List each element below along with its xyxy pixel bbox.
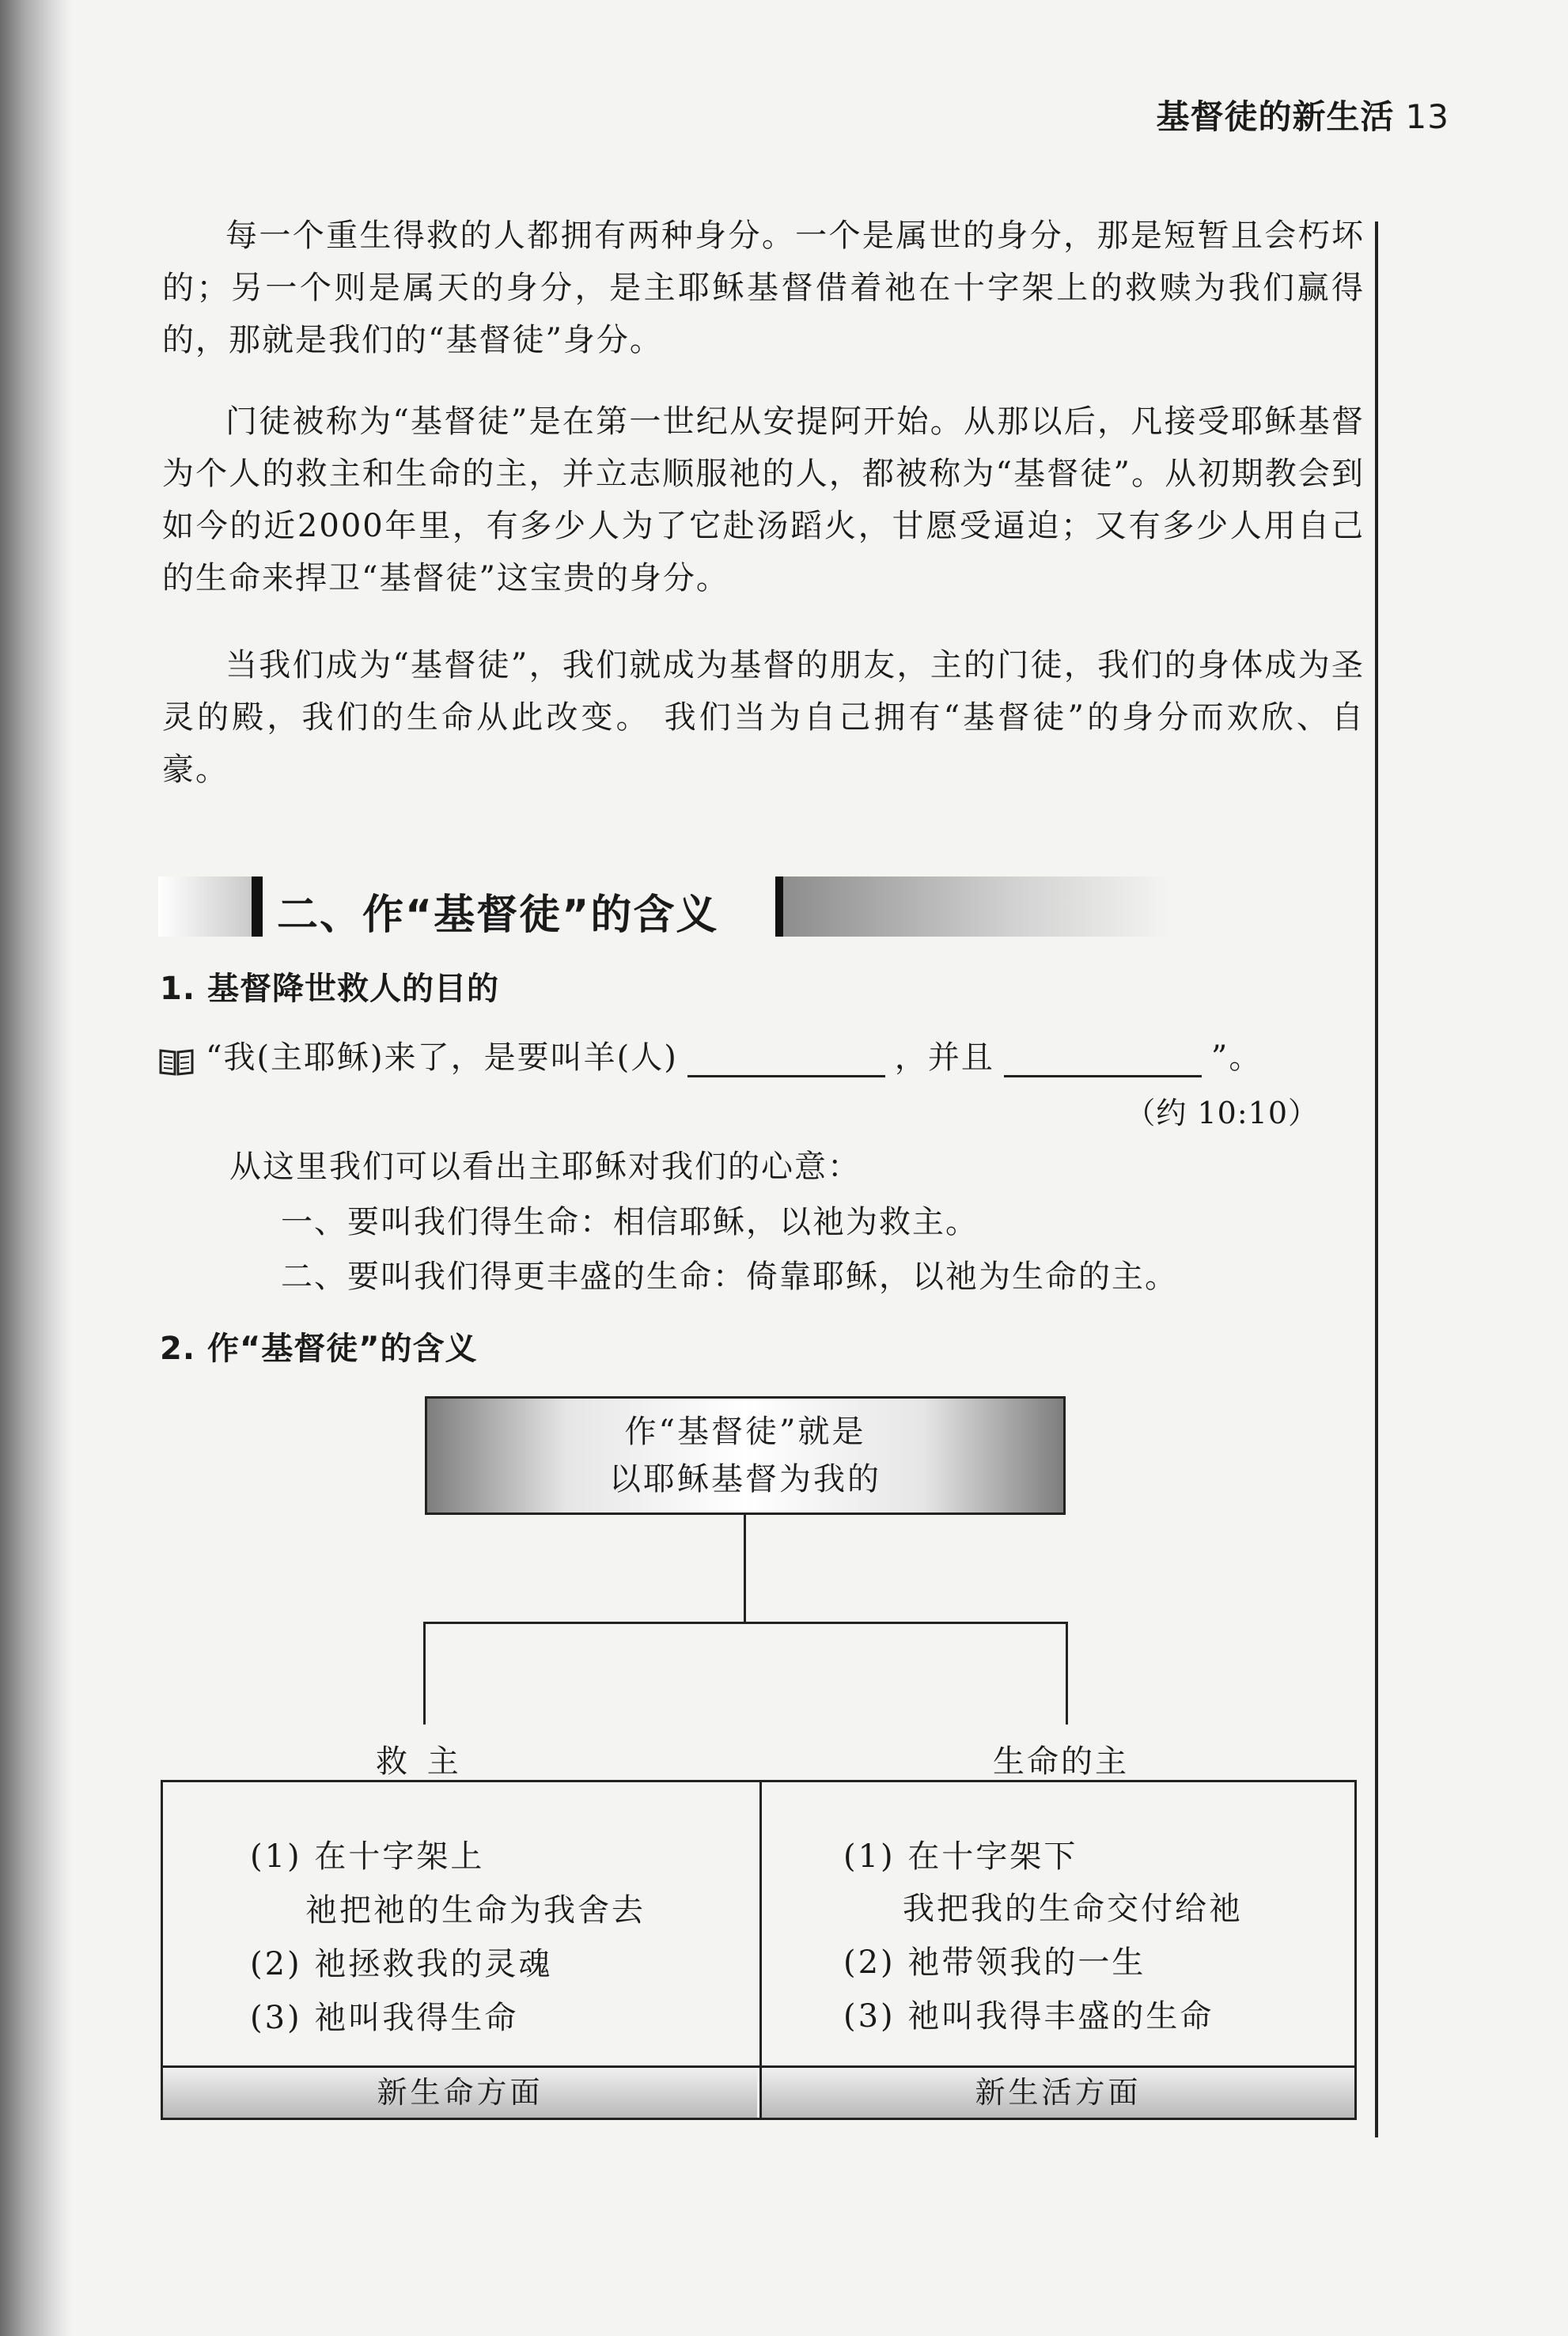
page-number: 13	[1405, 97, 1449, 136]
connector-branch	[423, 1622, 1068, 1624]
connector-right	[1066, 1622, 1068, 1725]
heading-bar-marker	[252, 876, 263, 937]
page-binding-shadow	[0, 0, 71, 2336]
heading-bar-gradient-left	[158, 876, 253, 937]
header-title: 基督徒的新生活	[1156, 97, 1395, 136]
heading-bar-gradient-right	[783, 876, 1171, 937]
meaning-box-line-2: 以耶稣基督为我的	[609, 1461, 881, 1497]
verse-text-middle: ，并且	[894, 1039, 994, 1076]
label-savior: 救 主	[376, 1743, 464, 1780]
verse-text-end: ”。	[1210, 1039, 1263, 1076]
fill-in-blank-2[interactable]	[1004, 1047, 1202, 1077]
section-heading-bar	[158, 876, 1171, 937]
right-item-2: (2) 祂带领我的一生	[843, 1944, 1146, 1981]
point-1: 一、要叫我们得生命：相信耶稣，以祂为救主。	[281, 1204, 979, 1240]
paragraph-2: 门徒被称为“基督徒”是在第一世纪从安提阿开始。从那以后，凡接受耶稣基督为个人的救主和生命的主，并立志顺服祂的人，都被称为“基督徒”。从初期教会到如今的近2000年里，有多少人为了它赴汤蹈火，甘愿受逼迫；又有多少人用自己的生命来捍卫“基督徒”这宝贵的身分。	[162, 403, 1365, 596]
verse-text-start: “我(主耶稣)来了，是要叫羊(人)	[206, 1039, 678, 1076]
right-item-3: (3) 祂叫我得丰盛的生命	[843, 1998, 1214, 2035]
left-item-1-cont: 祂把祂的生命为我舍去	[305, 1892, 646, 1929]
right-item-1-cont: 我把我的生命交付给祂	[903, 1891, 1243, 1927]
left-item-3: (3) 祂叫我得生命	[250, 2000, 519, 2036]
margin-rule	[1375, 221, 1378, 2137]
connector-stem	[744, 1515, 746, 1622]
verse-reference: （约 10:10）	[1125, 1096, 1319, 1130]
open-book-icon	[158, 1046, 195, 1077]
section-title: 二、作“基督徒”的含义	[277, 892, 719, 939]
left-item-2: (2) 祂拯救我的灵魂	[250, 1946, 553, 1982]
paragraph-3: 当我们成为“基督徒”，我们就成为基督的朋友，主的门徒，我们的身体成为圣灵的殿，我们的生命从此改变。 我们当为自己拥有“基督徒”的身分而欢欣、自豪。	[162, 647, 1365, 788]
subsection-1-heading: 1. 基督降世救人的目的	[160, 971, 499, 1007]
meaning-box-line-1: 作“基督徒”就是	[624, 1414, 866, 1450]
paragraph-1: 每一个重生得救的人都拥有两种身分。一个是属世的身分，那是短暂且会朽坏的；另一个则是属天的身分，是主耶稣基督借着祂在十字架上的救赎为我们赢得的，那就是我们的“基督徒”身分。	[162, 218, 1365, 358]
intro-line: 从这里我们可以看出主耶稣对我们的心意：	[229, 1149, 861, 1185]
connector-left	[423, 1622, 426, 1725]
point-2: 二、要叫我们得更丰盛的生命：倚靠耶稣，以祂为生命的主。	[281, 1259, 1178, 1295]
bible-verse	[158, 1032, 1262, 1077]
running-header	[1157, 91, 1449, 138]
subsection-2-heading: 2. 作“基督徒”的含义	[160, 1331, 478, 1367]
left-footer: 新生命方面	[163, 2068, 757, 2118]
fill-in-blank-1[interactable]	[687, 1047, 885, 1077]
right-item-1: (1) 在十字架下	[843, 1838, 1078, 1875]
comparison-table	[161, 1780, 1357, 2120]
right-footer: 新生活方面	[762, 2068, 1354, 2118]
label-lord-of-life: 生命的主	[993, 1743, 1129, 1780]
meaning-box	[425, 1396, 1066, 1515]
left-item-1: (1) 在十字架上	[250, 1838, 485, 1875]
